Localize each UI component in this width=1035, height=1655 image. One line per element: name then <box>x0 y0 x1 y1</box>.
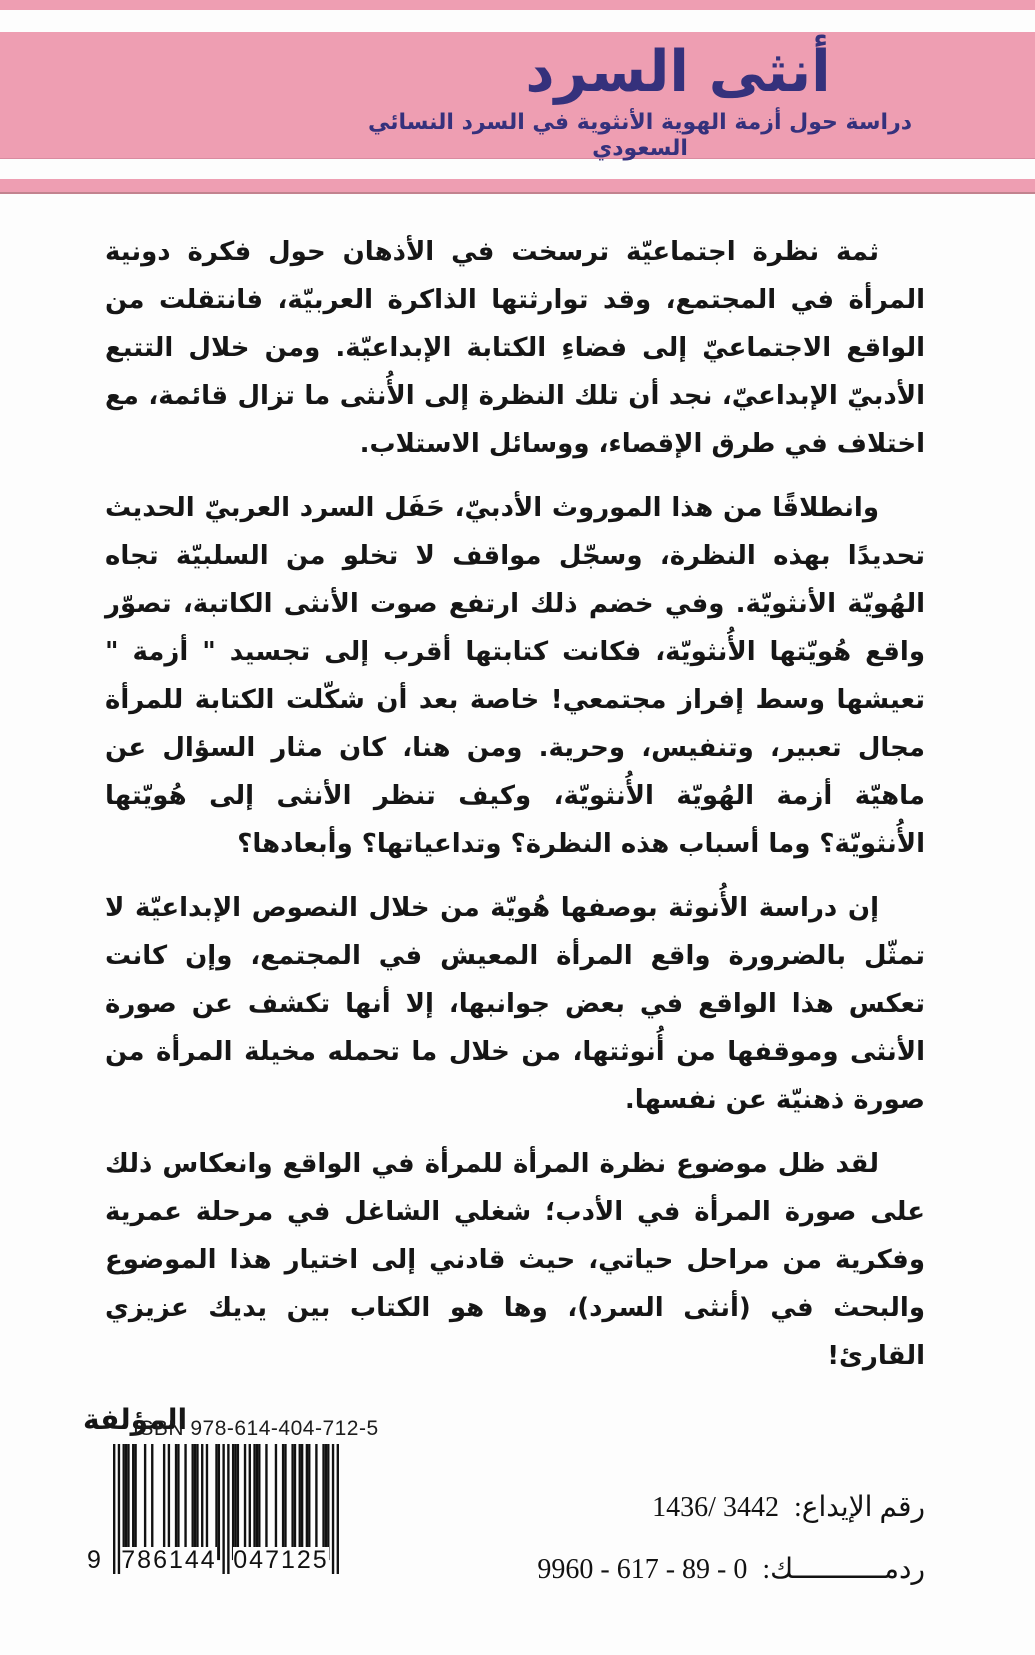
author-signature: المؤلفة <box>83 1403 188 1436</box>
barcode-digit-left: 9 <box>87 1546 103 1574</box>
isbn-number-line <box>537 1551 925 1589</box>
deposit-number-line <box>537 1489 925 1527</box>
paragraph-4: لقد ظل موضوع نظرة المرأة للمرأة في الواقع وانعكاس ذلك على صورة المرأة في الأدب؛ شغلي الشاغل في مرحلة عمرية وفكرية من مراحل حياتي، حيث قادني إلى اختيار هذا الموضوع والبحث في (أنثى السرد)، وها هو الكتاب بين يديك عزيزي القارئ! <box>105 1149 925 1371</box>
isbn-label: ISBN 978-614-404-712-5 <box>133 1417 379 1440</box>
divider-pink-strip <box>0 179 1035 194</box>
barcode-digit-group-1: 786144 <box>121 1546 217 1574</box>
barcode <box>87 1444 339 1574</box>
legal-info <box>537 1489 925 1589</box>
isbn-line-value: 9960 - 617 - 89 - 0 <box>537 1554 748 1585</box>
back-cover-text <box>83 228 925 1444</box>
paragraph-1: ثمة نظرة اجتماعيّة ترسخت في الأذهان حول فكرة دونية المرأة في المجتمع، وقد توارثتها الذاكرة العربيّة، فانتقلت من الواقع الاجتماعيّ إلى فضاءِ الكتابة الإبداعيّة. ومن خلال التتبع الأدبيّ الإبداعيّ، نجد أن تلك النظرة إلى الأُنثى ما تزال قائمة، مع اختلاف في طرق الإقصاء، ووسائل الاستلاب. <box>105 237 925 459</box>
title-band <box>0 32 1035 159</box>
deposit-label: رقم الإيداع: <box>793 1492 925 1523</box>
deposit-value: 1436/ 3442 <box>652 1492 779 1523</box>
title-band-inner <box>340 32 940 161</box>
paragraph-2: وانطلاقًا من هذا الموروث الأدبيّ، حَفَل السرد العربيّ الحديث تحديدًا بهذه النظرة، وسجّل مواقف لا تخلو من السلبيّة تجاه الهُويّة الأنثويّة. وفي خضم ذلك ارتفع صوت الأنثى الكاتبة، تصوّر واقع هُويّتها الأُنثويّة، فكانت كتابتها أقرب إلى تجسيد " أزمة " تعيشها وسط إفراز مجتمعي! خاصة بعد أن شكّلت الكتابة للمرأة مجال تعبير، وتنفيس، وحرية. ومن هنا، كان مثار السؤال عن ماهيّة أزمة الهُويّة الأُنثويّة، وكيف تنظر الأنثى إلى هُويّتها الأُنثويّة؟ وما أسباب هذه النظرة؟ وتداعياتها؟ وأبعادها؟ <box>105 493 925 859</box>
barcode-digit-group-2: 047125 <box>233 1546 329 1574</box>
book-title: أنثى السرد <box>525 39 831 105</box>
book-subtitle: دراسة حول أزمة الهوية الأنثوية في السرد النسائي السعودي <box>367 110 913 161</box>
top-pink-strip <box>0 0 1035 10</box>
isbn-line-label: ردمـــــــــــك: <box>762 1554 925 1585</box>
paragraph-3: إن دراسة الأُنوثة بوصفها هُويّة من خلال النصوص الإبداعيّة لا تمثّل بالضرورة واقع المرأة المعيش في المجتمع، وإن كانت تعكس هذا الواقع في بعض جوانبها، إلا أنها تكشف عن صورة الأنثى وموقفها من أُنوثتها، من خلال ما تحمله مخيلة المرأة من صورة ذهنيّة عن نفسها. <box>105 893 925 1115</box>
